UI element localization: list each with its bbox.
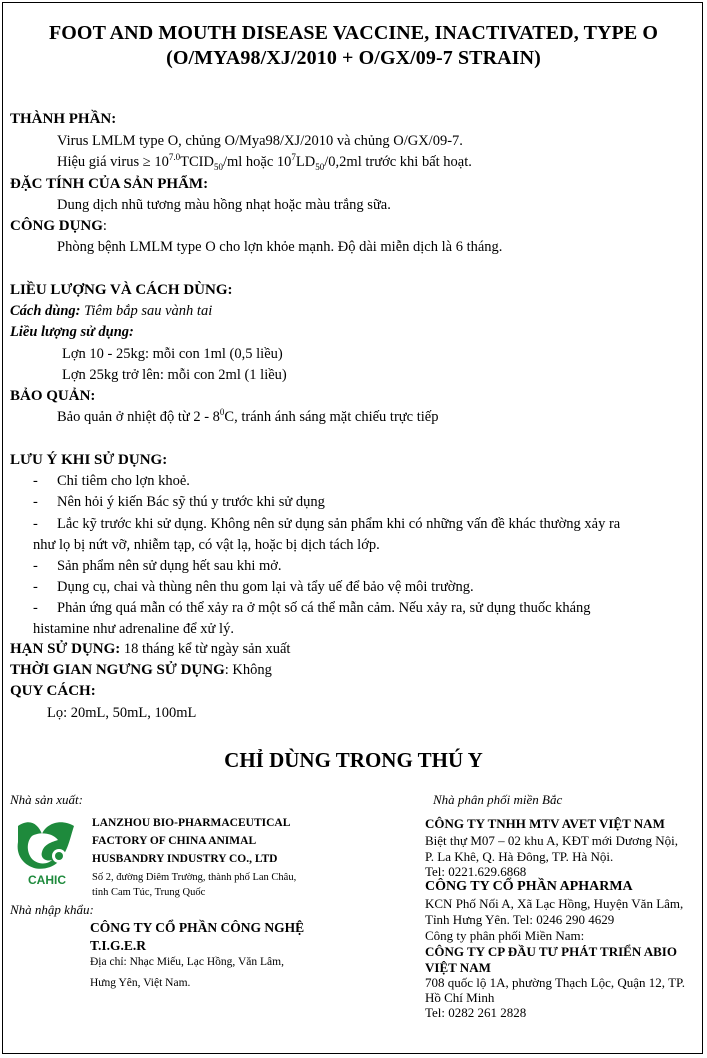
manufacturer-name1: LANZHOU BIO-PHARMACEUTICAL: [92, 817, 291, 829]
note-2: Nên hỏi ý kiến Bác sỹ thú y trước khi sử dụng: [57, 494, 325, 510]
note-6b: histamine như adrenaline để xử lý.: [33, 621, 234, 637]
manufacturer-addr1: Số 2, đường Diêm Trường, thành phố Lan Châu,: [92, 872, 297, 883]
north-company1-tel: Tel: 0221.629.6868: [425, 864, 527, 879]
note-dash: -: [33, 473, 38, 489]
importer-name2: T.I.G.E.R: [90, 938, 147, 953]
south-distributor-label: Công ty phân phối Miền Nam:: [425, 928, 585, 943]
note-3a: Lắc kỹ trước khi sử dụng. Không nên sử dụng sản phẩm khi có những vấn đề khác thường xảy ra: [57, 516, 621, 532]
south-company-addr2: Hồ Chí Minh: [425, 990, 495, 1005]
dosage-label: Liều lượng sử dụng:: [10, 324, 134, 340]
cahic-logo: [12, 818, 82, 888]
product-title-line2: (O/MYA98/XJ/2010 + O/GX/09-7 STRAIN): [166, 47, 541, 69]
importer-addr2: Hưng Yên, Việt Nam.: [90, 977, 191, 989]
storage-heading: BẢO QUẢN:: [10, 388, 96, 404]
note-dash: -: [33, 558, 38, 574]
notes-heading: LƯU Ý KHI SỬ DỤNG:: [10, 452, 168, 468]
note-dash: -: [33, 600, 38, 616]
note-5: Dụng cụ, chai và thùng nên thu gom lại và tẩy uế để bảo vệ môi trường.: [57, 579, 474, 595]
south-company-addr1: 708 quốc lộ 1A, phường Thạch Lộc, Quận 12, TP.: [425, 975, 686, 990]
usage-text: Phòng bệnh LMLM type O cho lợn khỏe mạnh. Độ dài miễn dịch là 6 tháng.: [57, 239, 503, 255]
north-company2-addr1: KCN Phố Nối A, Xã Lạc Hồng, Huyện Văn Lâm,: [425, 896, 684, 911]
north-company2-name: CÔNG TY CỔ PHẦN APHARMA: [425, 879, 633, 894]
usage-heading: CÔNG DỤNG:: [10, 218, 107, 234]
dosage-line1: Lợn 10 - 25kg: mỗi con 1ml (0,5 liều): [62, 346, 283, 362]
note-dash: -: [33, 494, 38, 510]
dosage-method: Cách dùng: Tiêm bắp sau vành tai: [10, 303, 213, 319]
north-company2-addr2: Tỉnh Hưng Yên. Tel: 0246 290 4629: [425, 912, 615, 927]
note-6a: Phản ứng quá mẫn có thể xảy ra ở một số cá thể mẫn cảm. Nếu xảy ra, sử dụng thuốc kháng: [57, 600, 591, 616]
note-dash: -: [33, 579, 38, 595]
note-3b: như lọ bị nứt vỡ, nhiễm tạp, có vật lạ, hoặc bị dịch tách lớp.: [33, 537, 380, 553]
note-1: Chỉ tiêm cho lợn khoẻ.: [57, 473, 190, 489]
north-company1-addr2: P. La Khê, Q. Hà Đông, TP. Hà Nội.: [425, 849, 614, 864]
packaging-heading: QUY CÁCH:: [10, 683, 96, 699]
vet-use-only: CHỈ DÙNG TRONG THÚ Y: [224, 748, 483, 772]
note-4: Sản phẩm nên sử dụng hết sau khi mở.: [57, 558, 282, 574]
south-company-name2: VIỆT NAM: [425, 960, 491, 975]
south-company-name1: CÔNG TY CP ĐẦU TƯ PHÁT TRIỂN ABIO: [425, 944, 677, 959]
manufacturer-addr2: tỉnh Cam Túc, Trung Quốc: [92, 887, 206, 898]
note-dash: -: [33, 516, 38, 532]
composition-line2: Hiệu giá virus ≥ $10^{7.0}TCID_{50}/ml$ hoặc $10^7LD_{50}/0,2ml$ trước khi bất hoạt.: [57, 152, 472, 172]
property-text: Dung dịch nhũ tương màu hồng nhạt hoặc màu trắng sữa.: [57, 197, 391, 213]
manufacturer-name2: FACTORY OF CHINA ANIMAL: [92, 835, 257, 847]
logo-wordmark: CAHIC: [28, 873, 66, 887]
expiry-line: HẠN SỬ DỤNG: 18 tháng kể từ ngày sản xuất: [10, 641, 291, 657]
manufacturer-name3: HUSBANDRY INDUSTRY CO., LTD: [92, 853, 278, 865]
composition-heading: THÀNH PHẦN:: [10, 111, 117, 127]
withdrawal-line: THỜI GIAN NGƯNG SỬ DỤNG: Không: [10, 662, 272, 678]
manufacturer-label: Nhà sản xuất:: [10, 792, 83, 807]
storage-text: Bảo quản ở nhiệt độ từ $2 - 8^0C$, tránh ánh sáng mặt chiếu trực tiếp: [57, 407, 439, 425]
property-heading: ĐẶC TÍNH CỦA SẢN PHẨM:: [10, 176, 209, 192]
north-distributor-label: Nhà phân phối miền Bắc: [433, 792, 563, 807]
north-company1-name: CÔNG TY TNHH MTV AVET VIỆT NAM: [425, 816, 665, 831]
importer-name1: CÔNG TY CỔ PHẦN CÔNG NGHỆ: [90, 920, 305, 935]
dosage-heading: LIỀU LƯỢNG VÀ CÁCH DÙNG:: [10, 282, 233, 298]
importer-label: Nhà nhập khẩu:: [10, 902, 94, 917]
composition-line1: Virus LMLM type O, chủng O/Mya98/XJ/2010 và chủng O/GX/09-7.: [57, 133, 463, 149]
south-company-tel: Tel: 0282 261 2828: [425, 1005, 527, 1020]
packaging-text: Lọ: 20mL, 50mL, 100mL: [47, 705, 197, 721]
dosage-line2: Lợn 25kg trở lên: mỗi con 2ml (1 liều): [62, 367, 287, 383]
importer-addr1: Địa chỉ: Nhạc Miếu, Lạc Hồng, Văn Lâm,: [90, 956, 284, 968]
north-company1-addr1: Biệt thự M07 – 02 khu A, KĐT mới Dương Nội,: [425, 833, 678, 848]
product-title-line1: FOOT AND MOUTH DISEASE VACCINE, INACTIVATED, TYPE O: [48, 22, 659, 44]
